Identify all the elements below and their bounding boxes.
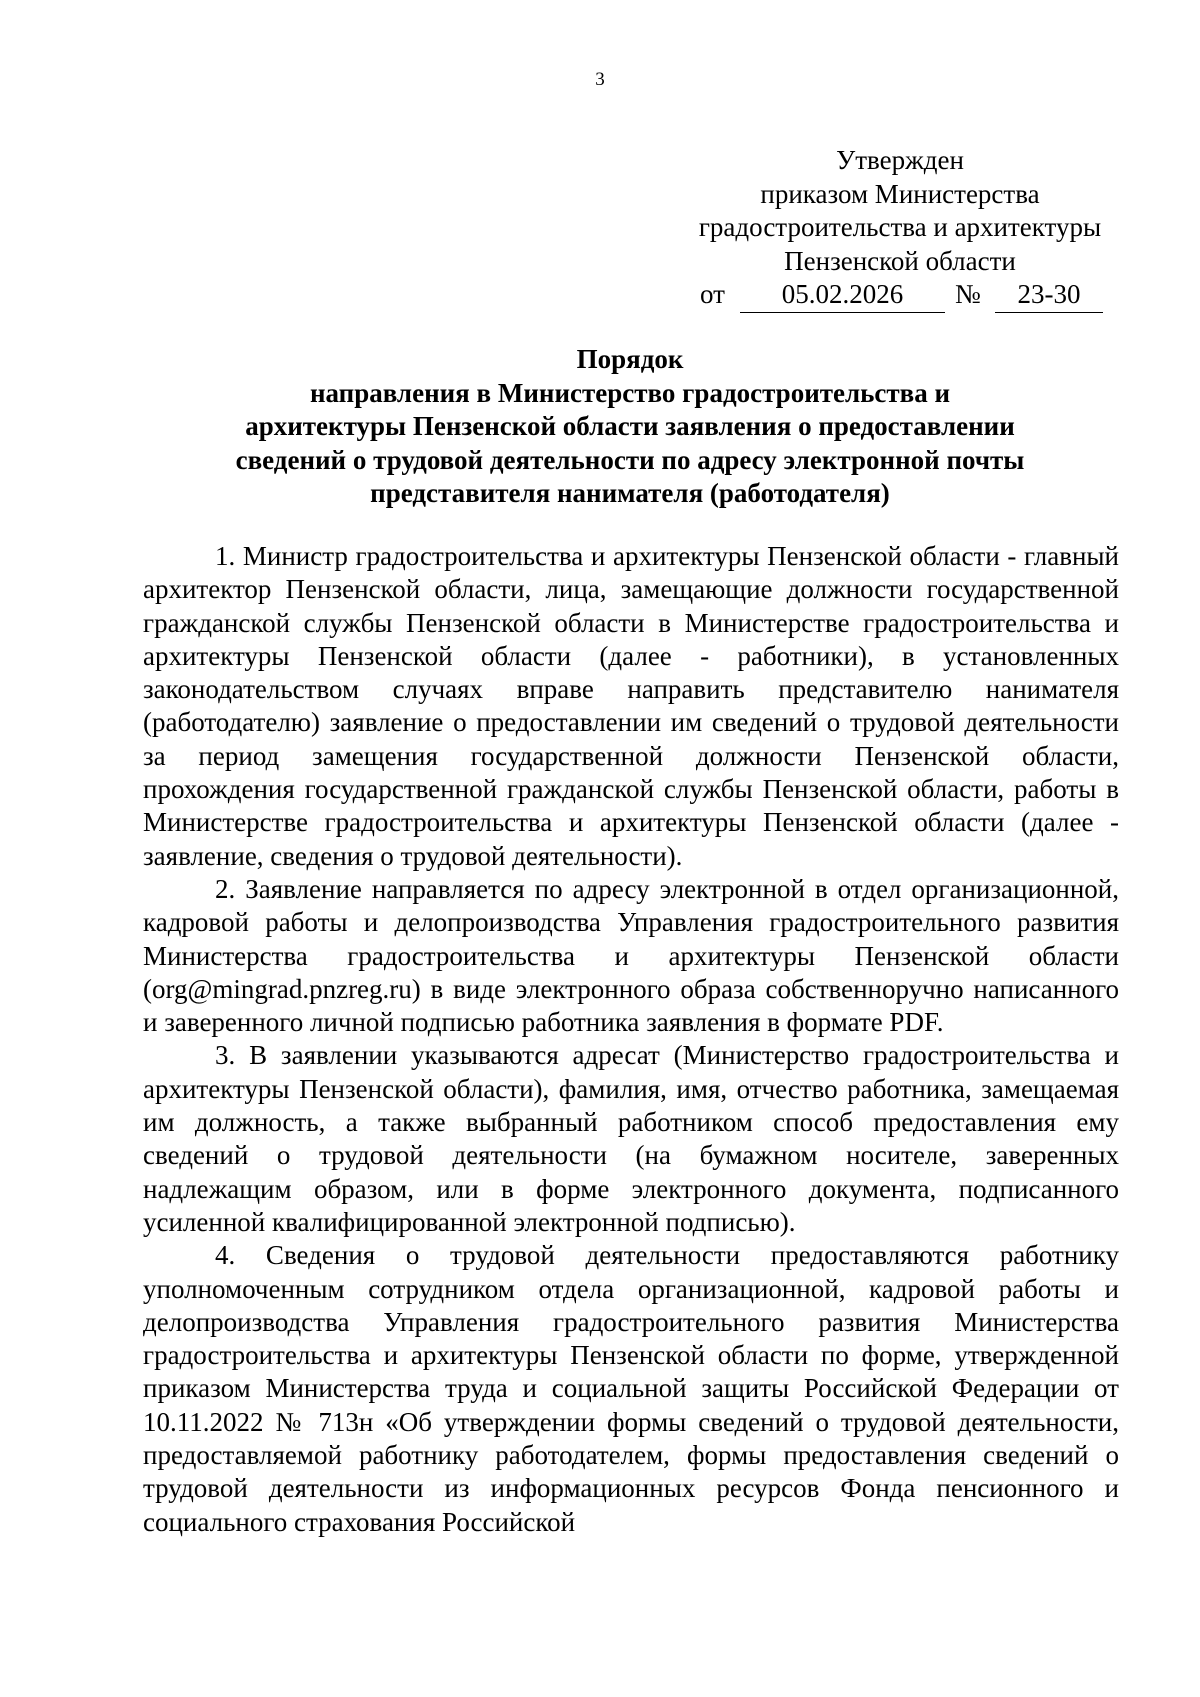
title-line-5: представителя нанимателя (работодателя) [370,478,890,508]
paragraph-3: 3. В заявлении указываются адресат (Министерство градостроительства и архитектуры Пензенской области), фамилия, имя, отчество работника, замещаемая им должность, а также выбранный работником способ предоставления ему сведений о трудовой деятельности (на бумажном носителе, заверенных надлежащим образом, или в форме электронного документа, подписанного усиленной квалифицированной электронной подписью). [143,1040,1119,1237]
paragraph-2: 2. Заявление направляется по адресу электронной в отдел организационной, кадровой работы и делопроизводства Управления градостроительного развития Министерства градостроительства и архитектуры Пензенской области (org@mingrad.pnzreg.ru) в виде электронного образа собственноручно написанного и заверенного личной подписью работника заявления в формате PDF. [143,873,1119,1038]
document-body [143,540,1119,1539]
approval-number: 23-30 [995,278,1103,313]
paragraph-1: 1. Министр градостроительства и архитектуры Пензенской области - главный архитектор Пензенской области, лица, замещающие должности государственной гражданской службы Пензенской области в Министерстве градостроительства и архитектуры Пензенской области (далее - работники), в установленных законодательством случаях вправе направить представителю нанимателя (работодателю) заявление о предоставлении им сведений о трудовой деятельности за период замещения государственной должности Пензенской области, прохождения государственной гражданской службы Пензенской области, работы в Министерстве градостроительства и архитектуры Пензенской области (далее - заявление, сведения о трудовой деятельности). [143,541,1119,871]
approval-stamp [690,144,1110,278]
approval-line-4: Пензенской области [784,245,1016,276]
date-prefix: от [700,279,725,309]
title-line-4: сведений о трудовой деятельности по адресу электронной почты [235,444,1025,475]
approval-line-1: Утвержден [836,145,964,175]
title-line-2: направления в Министерство градостроительства и [309,377,951,408]
approval-date: 05.02.2026 [740,278,945,313]
document-title [140,343,1120,511]
approval-line-2: приказом Министерства [760,178,1040,209]
approval-line-3: градостроительства и архитектуры [698,212,1102,242]
paragraph-4: 4. Сведения о трудовой деятельности предоставляются работнику уполномоченным сотрудником отдела организационной, кадровой работы и делопроизводства Управления градостроительного развития Министерства градостроительства и архитектуры Пензенской области по форме, утвержденной приказом Министерства труда и социальной защиты Российской Федерации от 10.11.2022 № 713н «Об утверждении формы сведений о трудовой деятельности, предоставляемой работнику работодателем, формы предоставления сведений о трудовой деятельности из информационных ресурсов Фонда пенсионного и социального страхования Российской [143,1240,1119,1537]
approval-date-row [700,278,1110,314]
number-prefix: № [955,279,981,309]
page-number: 3 [595,69,605,90]
title-line-1: Порядок [576,344,684,374]
title-line-3: архитектуры Пензенской области заявления о предоставлении [245,411,1015,441]
